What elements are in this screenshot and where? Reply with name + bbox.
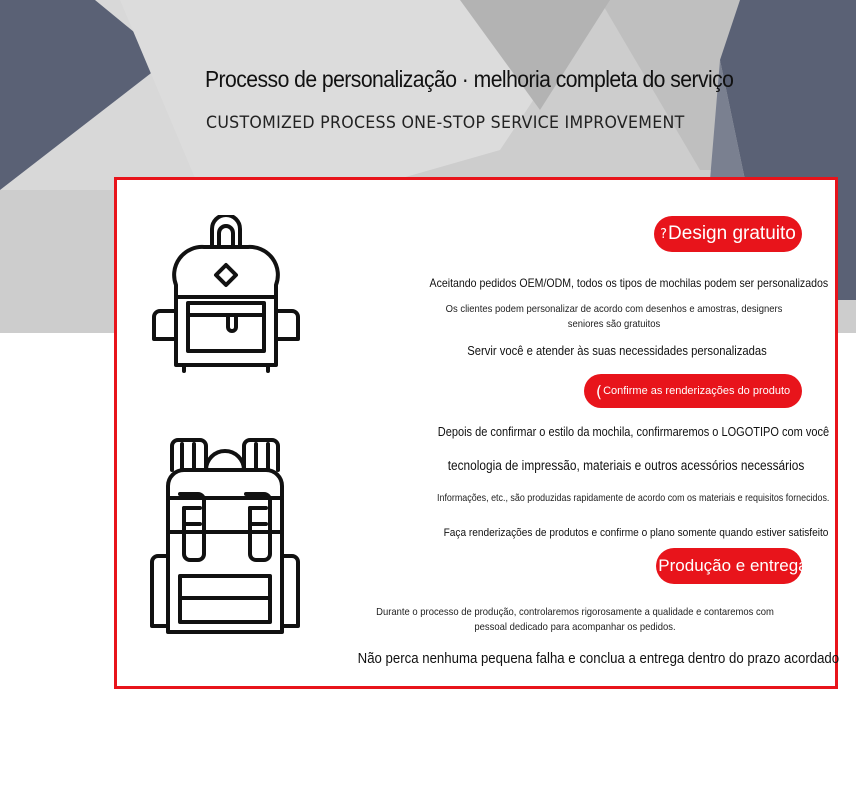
section3-line1: Durante o processo de produção, controlaremos rigorosamente a qualidade e contaremos com pessoal dedicado para acompanhar os pedidos.: [376, 606, 774, 633]
badge-design-gratuito: [654, 216, 802, 252]
badge-label: Design gratuito: [668, 223, 796, 244]
section2-line4: Faça renderizações de produtos e confirme o plano somente quando estiver satisfeito: [443, 527, 829, 539]
backpack-small-icon: [150, 215, 302, 375]
badge-producao-entrega: [650, 548, 808, 584]
section2-line2: tecnologia de impressão, materiais e outros acessórios necessários: [447, 458, 805, 473]
section1-line1: Aceitando pedidos OEM/ODM, todos os tipos de mochilas podem ser personalizados: [429, 276, 829, 290]
section2-line1: Depois de confirmar o estilo da mochila, confirmaremos o LOGOTIPO com você: [437, 425, 830, 439]
page-subtitle: CUSTOMIZED PROCESS ONE-STOP SERVICE IMPROVEMENT: [206, 113, 685, 133]
badge-confirme-renderizacoes: [584, 374, 802, 408]
section1-line2: Os clientes podem personalizar de acordo com desenhos e amostras, designers seniores são gratuitos: [445, 303, 783, 330]
page-title: Processo de personalização · melhoria completa do serviço: [205, 66, 734, 92]
badge-glyph: ?: [650, 558, 658, 574]
section1-line3: Servir você e atender às suas necessidades personalizadas: [467, 344, 767, 358]
badge-glyph: (: [595, 381, 603, 401]
backpack-large-icon: [148, 436, 302, 638]
section2-line3: Informações, etc., são produzidas rapidamente de acordo com os materiais e requisitos fornecidos.: [437, 492, 830, 504]
badge-label: Confirme as renderizações do produto: [603, 385, 791, 397]
section3-line2: Não perca nenhuma pequena falha e conclua a entrega dentro do prazo acordado: [357, 650, 840, 667]
badge-label: Produção e entrega: [658, 556, 808, 575]
badge-glyph: ?: [660, 226, 668, 242]
